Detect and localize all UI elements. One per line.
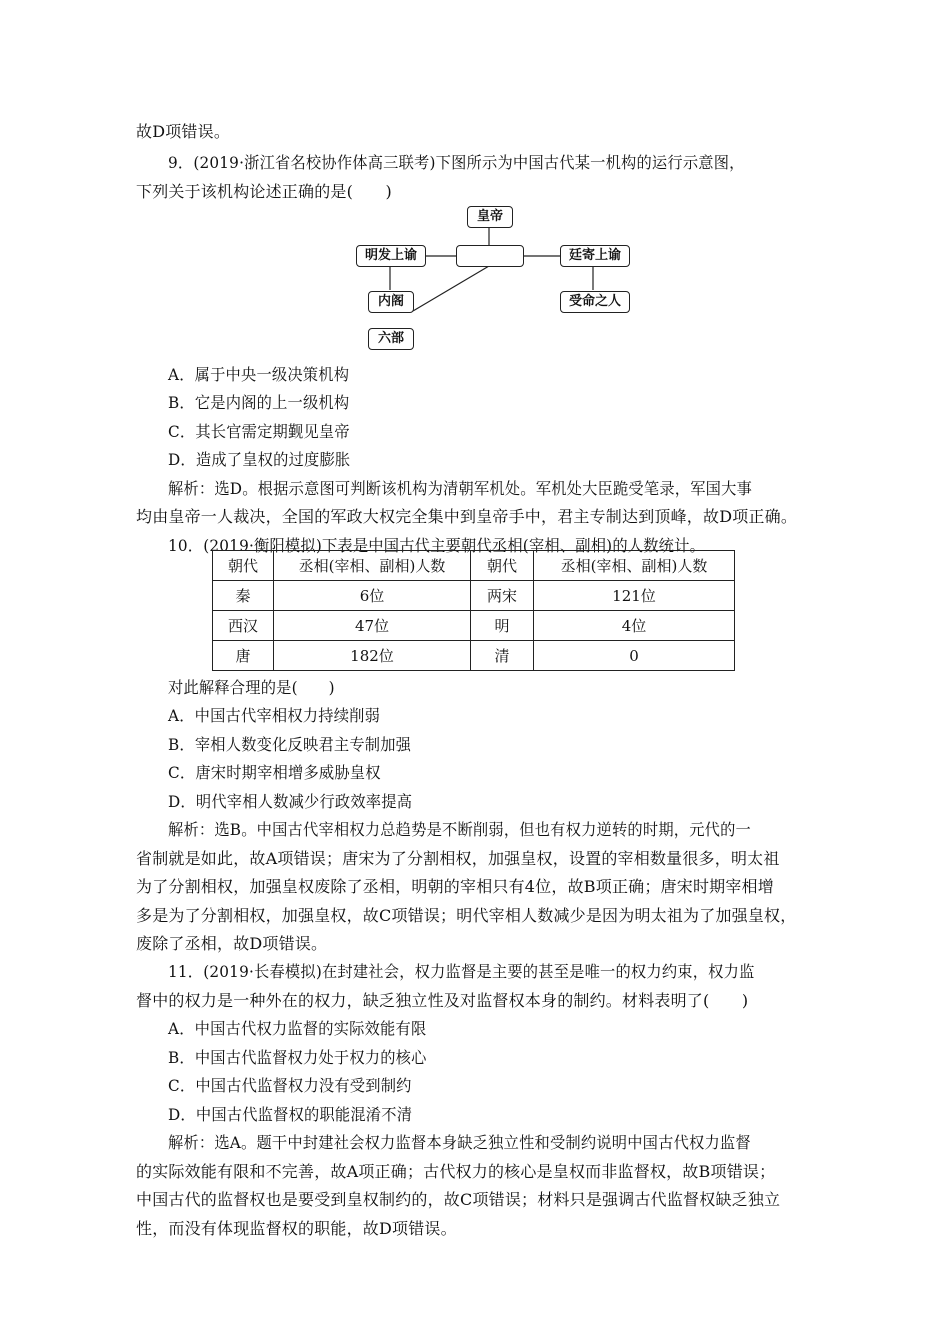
table-header-row [213,551,735,581]
table-cell: 清 [471,641,534,671]
diagram-box-tingji: 廷寄上谕 [560,245,630,267]
diagram-box-shouming: 受命之人 [560,291,630,313]
diagram-box-mingfa: 明发上谕 [356,245,426,267]
question-11-stem-cont: 督中的权力是一种外在的权力，缺乏独立性及对监督权本身的制约。材料表明了( ) [136,991,749,1010]
analysis-10-cont: 为了分割相权，加强皇权废除了丞相，明朝的宰相只有4位，故B项正确；唐宋时期宰相增 [136,877,774,896]
premier-count-table [212,550,735,671]
question-10-prompt: 对此解释合理的是( ) [168,678,335,697]
analysis-10: 解析：选B。中国古代宰相权力总趋势是不断削弱，但也有权力逆转的时期，元代的一 [168,820,752,839]
table-cell: 两宋 [471,581,534,611]
diagram-box-neige: 内阁 [368,291,414,313]
analysis-11-cont: 的实际效能有限和不完善，故A项正确；古代权力的核心是皇权而非监督权，故B项错误； [136,1162,776,1181]
question-9-stem: 9．(2019·浙江省名校协作体高三联考)下图所示为中国古代某一机构的运行示意图， [168,153,745,172]
table-cell: 明 [471,611,534,641]
option-c: C．其长官需定期觐见皇帝 [168,422,350,441]
table-header-cell: 朝代 [213,551,274,581]
diagram-box-center [456,245,524,267]
table-header-cell: 朝代 [471,551,534,581]
option-b: B．宰相人数变化反映君主专制加强 [168,735,412,754]
option-d: D．明代宰相人数减少行政效率提高 [168,792,413,811]
table-header-cell: 丞相(宰相、副相)人数 [274,551,471,581]
table-cell: 0 [534,641,735,671]
option-a: A．中国古代权力监督的实际效能有限 [168,1019,427,1038]
table-cell: 121位 [534,581,735,611]
text-line: 故D项错误。 [136,122,231,141]
table-cell: 唐 [213,641,274,671]
question-11-stem: 11．(2019·长春模拟)在封建社会，权力监督是主要的甚至是唯一的权力约束，权力监 [168,962,755,981]
table-header-cell: 丞相(宰相、副相)人数 [534,551,735,581]
table-cell: 6位 [274,581,471,611]
option-c: C．唐宋时期宰相增多威胁皇权 [168,763,381,782]
analysis-11-cont: 中国古代的监督权也是要受到皇权制约的，故C项错误；材料只是强调古代监督权缺乏独立 [136,1190,781,1209]
option-d: D．造成了皇权的过度膨胀 [168,450,351,469]
table-row [213,611,735,641]
diagram-box-emperor: 皇帝 [467,206,513,228]
table-cell: 秦 [213,581,274,611]
option-c: C．中国古代监督权力没有受到制约 [168,1076,412,1095]
analysis-10-cont: 省制就是如此，故A项错误；唐宋为了分割相权，加强皇权，设置的宰相数量很多，明太祖 [136,849,780,868]
analysis-9: 解析：选D。根据示意图可判断该机构为清朝军机处。军机处大臣跪受笔录，军国大事 [168,479,753,498]
option-b: B．中国古代监督权力处于权力的核心 [168,1048,427,1067]
question-9-stem-cont: 下列关于该机构论述正确的是( ) [136,182,392,201]
analysis-10-cont: 多是为了分割相权，加强皇权，故C项错误；明代宰相人数减少是因为明太祖为了加强皇权， [136,906,797,925]
analysis-11: 解析：选A。题干中封建社会权力监督本身缺乏独立性和受制约说明中国古代权力监督 [168,1133,751,1152]
table-cell: 47位 [274,611,471,641]
table-row [213,581,735,611]
analysis-9-cont: 均由皇帝一人裁决，全国的军政大权完全集中到皇帝手中，君主专制达到顶峰，故D项正确。 [136,507,798,526]
analysis-11-cont: 性，而没有体现监督权的职能，故D项错误。 [136,1219,457,1238]
option-a: A．中国古代宰相权力持续削弱 [168,706,381,725]
diagram-box-liubu: 六部 [368,328,414,350]
table-row [213,641,735,671]
table-cell: 西汉 [213,611,274,641]
option-b: B．它是内阁的上一级机构 [168,393,350,412]
option-d: D．中国古代监督权的职能混淆不清 [168,1105,413,1124]
option-a: A．属于中央一级决策机构 [168,365,350,384]
table-cell: 4位 [534,611,735,641]
question-10-stem: 10．(2019·衡阳模拟)下表是中国古代主要朝代丞相(宰相、副相)的人数统计。 [168,536,706,555]
table-cell: 182位 [274,641,471,671]
analysis-10-cont: 废除了丞相，故D项错误。 [136,934,328,953]
